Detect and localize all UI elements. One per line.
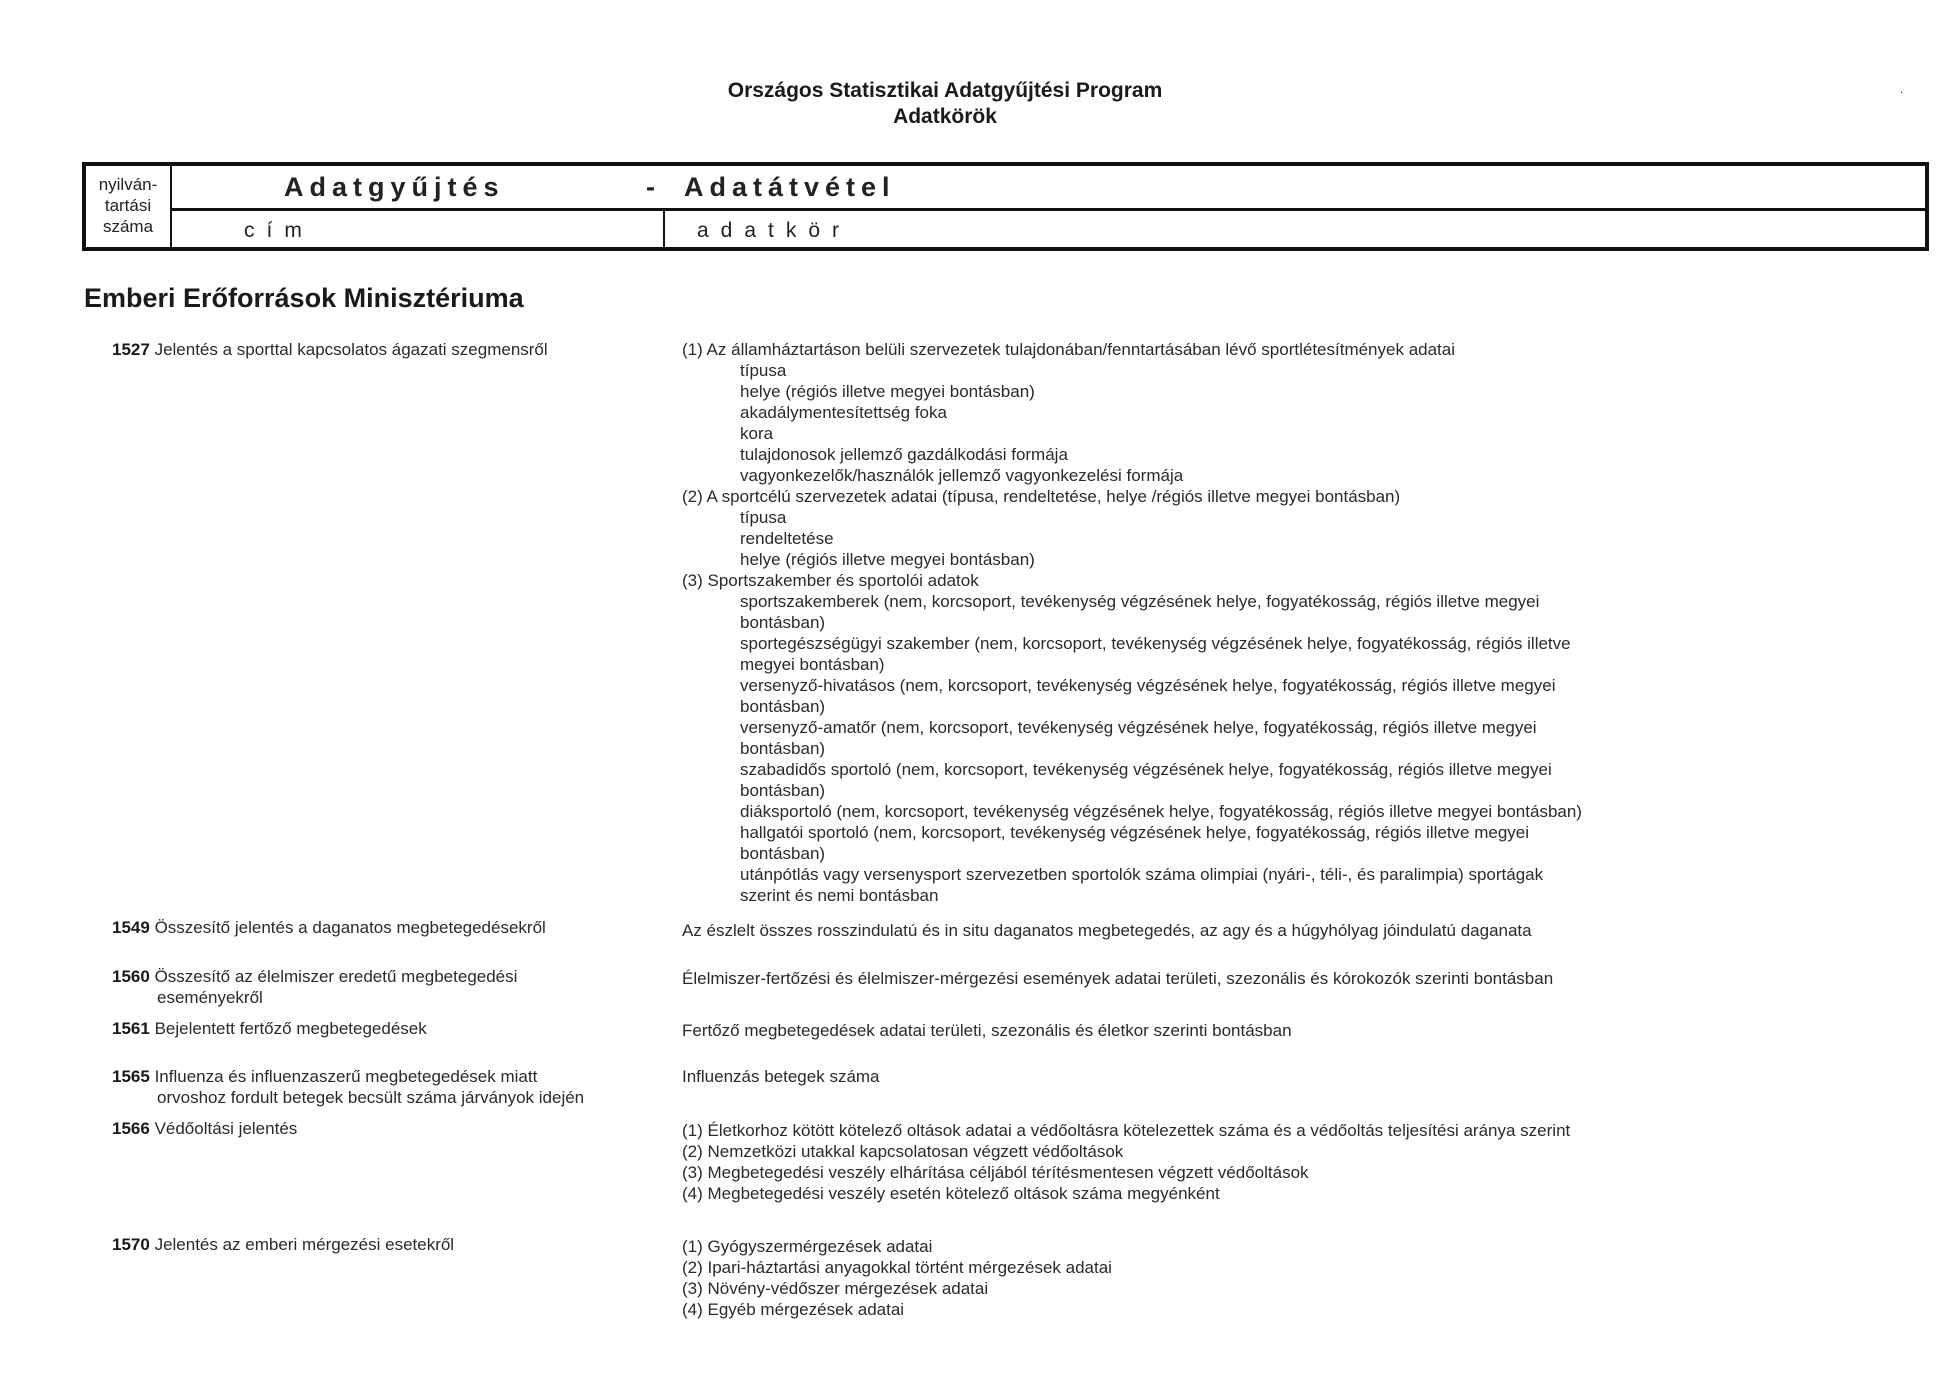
scope-line: bontásban) bbox=[740, 739, 826, 758]
scope-line: (2) A sportcélú szervezetek adatai (típusa, rendeltetése, helye /régiós illetve megyei bontásban) bbox=[682, 487, 1401, 506]
registration-number-header bbox=[86, 166, 172, 247]
entry-data-scope bbox=[682, 968, 1682, 989]
scope-line: bontásban) bbox=[740, 613, 826, 632]
scope-line: típusa bbox=[740, 361, 787, 380]
scope-line: Fertőző megbetegedések adatai területi, szezonális és életkor szerinti bontásban bbox=[682, 1021, 1292, 1040]
scope-line: tulajdonosok jellemző gazdálkodási formája bbox=[740, 445, 1068, 464]
scope-line: diáksportoló (nem, korcsoport, tevékenység végzésének helye, fogyatékosság, régiós illetve megyei bontásban) bbox=[740, 802, 1582, 821]
title-line-1: Országos Statisztikai Adatgyűjtési Program bbox=[727, 79, 1163, 102]
entry-number: 1561 bbox=[112, 1019, 150, 1038]
scope-line: típusa bbox=[740, 508, 787, 527]
scope-line: Influenzás betegek száma bbox=[682, 1067, 880, 1086]
entry-title bbox=[112, 1234, 632, 1255]
title-line-2: Adatkörök bbox=[893, 105, 997, 128]
scope-line: (2) Nemzetközi utakkal kapcsolatosan végzett védőoltások bbox=[682, 1142, 1124, 1161]
entry-number: 1570 bbox=[112, 1235, 150, 1254]
scope-line: Az észlelt összes rosszindulatú és in situ daganatos megbetegedés, az agy és a húgyhólyag jóindulatú daganata bbox=[682, 921, 1532, 940]
corner-mark: . bbox=[1900, 82, 1904, 96]
entry-data-scope bbox=[682, 1236, 1682, 1320]
entry-data-scope bbox=[682, 920, 1682, 941]
entry-number: 1565 bbox=[112, 1067, 150, 1086]
entry-title-text: eseményekről bbox=[157, 988, 263, 1007]
entry-title-text: Influenza és influenzaszerű megbetegedések miatt bbox=[154, 1067, 538, 1086]
header-divider-vertical bbox=[663, 211, 665, 247]
entry-number: 1527 bbox=[112, 340, 150, 359]
reg-line-1: nyilván- bbox=[98, 175, 158, 194]
column-header-table bbox=[82, 162, 1929, 251]
heading-dash: - bbox=[646, 172, 661, 202]
entry-data-scope bbox=[682, 339, 1682, 906]
scope-line: akadálymentesítettség foka bbox=[740, 403, 947, 422]
scope-line: Élelmiszer-fertőzési és élelmiszer-mérgezési események adatai területi, szezonális és kórokozók szerinti bontásban bbox=[682, 969, 1554, 988]
scope-line: megyei bontásban) bbox=[740, 655, 885, 674]
data-column-heading: adatkör bbox=[697, 219, 852, 242]
scope-line: sportegészségügyi szakember (nem, korcsoport, tevékenység végzésének helye, fogyatékosság, régiós illetve bbox=[740, 634, 1571, 653]
entry-title bbox=[112, 1118, 632, 1139]
entry-number: 1549 bbox=[112, 918, 150, 937]
scope-line: (3) Megbetegedési veszély elhárítása céljából térítésmentesen végzett védőoltások bbox=[682, 1163, 1309, 1182]
entry-title-text: Jelentés az emberi mérgezési esetekről bbox=[154, 1235, 455, 1254]
entry-number: 1560 bbox=[112, 967, 150, 986]
scope-line: helye (régiós illetve megyei bontásban) bbox=[740, 550, 1035, 569]
header-divider-horizontal bbox=[172, 208, 1925, 211]
ministry-heading: Emberi Erőforrások Minisztériuma bbox=[84, 283, 524, 313]
title-column-heading: cím bbox=[244, 219, 314, 242]
scope-line: rendeltetése bbox=[740, 529, 834, 548]
scope-line: utánpótlás vagy versenysport szervezetben sportolók száma olimpiai (nyári-, téli-, és paralimpia) sportágak bbox=[740, 865, 1544, 884]
scope-line: versenyző-amatőr (nem, korcsoport, tevékenység végzésének helye, fogyatékosság, régiós illetve megyei bbox=[740, 718, 1537, 737]
entry-title bbox=[112, 1066, 632, 1108]
scope-line: hallgatói sportoló (nem, korcsoport, tevékenység végzésének helye, fogyatékosság, régiós illetve megyei bbox=[740, 823, 1530, 842]
entry-title bbox=[112, 917, 632, 938]
scope-line: versenyző-hivatásos (nem, korcsoport, tevékenység végzésének helye, fogyatékosság, régiós illetve megyei bbox=[740, 676, 1556, 695]
entry-title bbox=[112, 1018, 632, 1039]
scope-line: (1) Gyógyszermérgezések adatai bbox=[682, 1237, 933, 1256]
entry-title-text: Összesítő az élelmiszer eredetű megbetegedési bbox=[154, 967, 518, 986]
entry-data-scope bbox=[682, 1066, 1682, 1087]
entry-title-text: Összesítő jelentés a daganatos megbetegedésekről bbox=[154, 918, 546, 937]
scope-line: (3) Sportszakember és sportolói adatok bbox=[682, 571, 979, 590]
scope-line: bontásban) bbox=[740, 844, 826, 863]
scope-line: kora bbox=[740, 424, 774, 443]
reg-line-3: száma bbox=[102, 217, 154, 236]
entry-title-text: Bejelentett fertőző megbetegedések bbox=[154, 1019, 427, 1038]
scope-line: helye (régiós illetve megyei bontásban) bbox=[740, 382, 1035, 401]
scope-line: (2) Ipari-háztartási anyagokkal történt mérgezések adatai bbox=[682, 1258, 1112, 1277]
entry-number: 1566 bbox=[112, 1119, 150, 1138]
entry-title bbox=[112, 339, 632, 360]
collection-heading: Adatgyűjtés bbox=[284, 172, 505, 202]
scope-line: bontásban) bbox=[740, 781, 826, 800]
entry-title-text: Védőoltási jelentés bbox=[154, 1119, 298, 1138]
scope-line: (1) Az államháztartáson belüli szervezetek tulajdonában/fenntartásában lévő sportlétesítmények adatai bbox=[682, 340, 1456, 359]
scope-line: szerint és nemi bontásban bbox=[740, 886, 939, 905]
scope-line: szabadidős sportoló (nem, korcsoport, tevékenység végzésének helye, fogyatékosság, régiós illetve megyei bbox=[740, 760, 1552, 779]
scope-line: (3) Növény-védőszer mérgezések adatai bbox=[682, 1279, 989, 1298]
entry-title-text: orvoshoz fordult betegek becsült száma járványok idején bbox=[157, 1088, 585, 1107]
scope-line: (1) Életkorhoz kötött kötelező oltások adatai a védőoltásra kötelezettek száma és a védőoltás teljesítési aránya szerint bbox=[682, 1121, 1571, 1140]
scope-line: (4) Megbetegedési veszély esetén kötelező oltások száma megyénként bbox=[682, 1184, 1220, 1203]
entry-title bbox=[112, 966, 632, 1008]
entry-data-scope bbox=[682, 1120, 1682, 1204]
scope-line: bontásban) bbox=[740, 697, 826, 716]
entry-title-text: Jelentés a sporttal kapcsolatos ágazati szegmensről bbox=[154, 340, 548, 359]
scope-line: (4) Egyéb mérgezések adatai bbox=[682, 1300, 905, 1319]
transfer-heading: Adatátvétel bbox=[684, 172, 896, 202]
document-title bbox=[0, 78, 1890, 130]
reg-line-2: tartási bbox=[104, 196, 152, 215]
scope-line: vagyonkezelők/használók jellemző vagyonkezelési formája bbox=[740, 466, 1184, 485]
scope-line: sportszakemberek (nem, korcsoport, tevékenység végzésének helye, fogyatékosság, régiós illetve megyei bbox=[740, 592, 1540, 611]
entry-data-scope bbox=[682, 1020, 1682, 1041]
